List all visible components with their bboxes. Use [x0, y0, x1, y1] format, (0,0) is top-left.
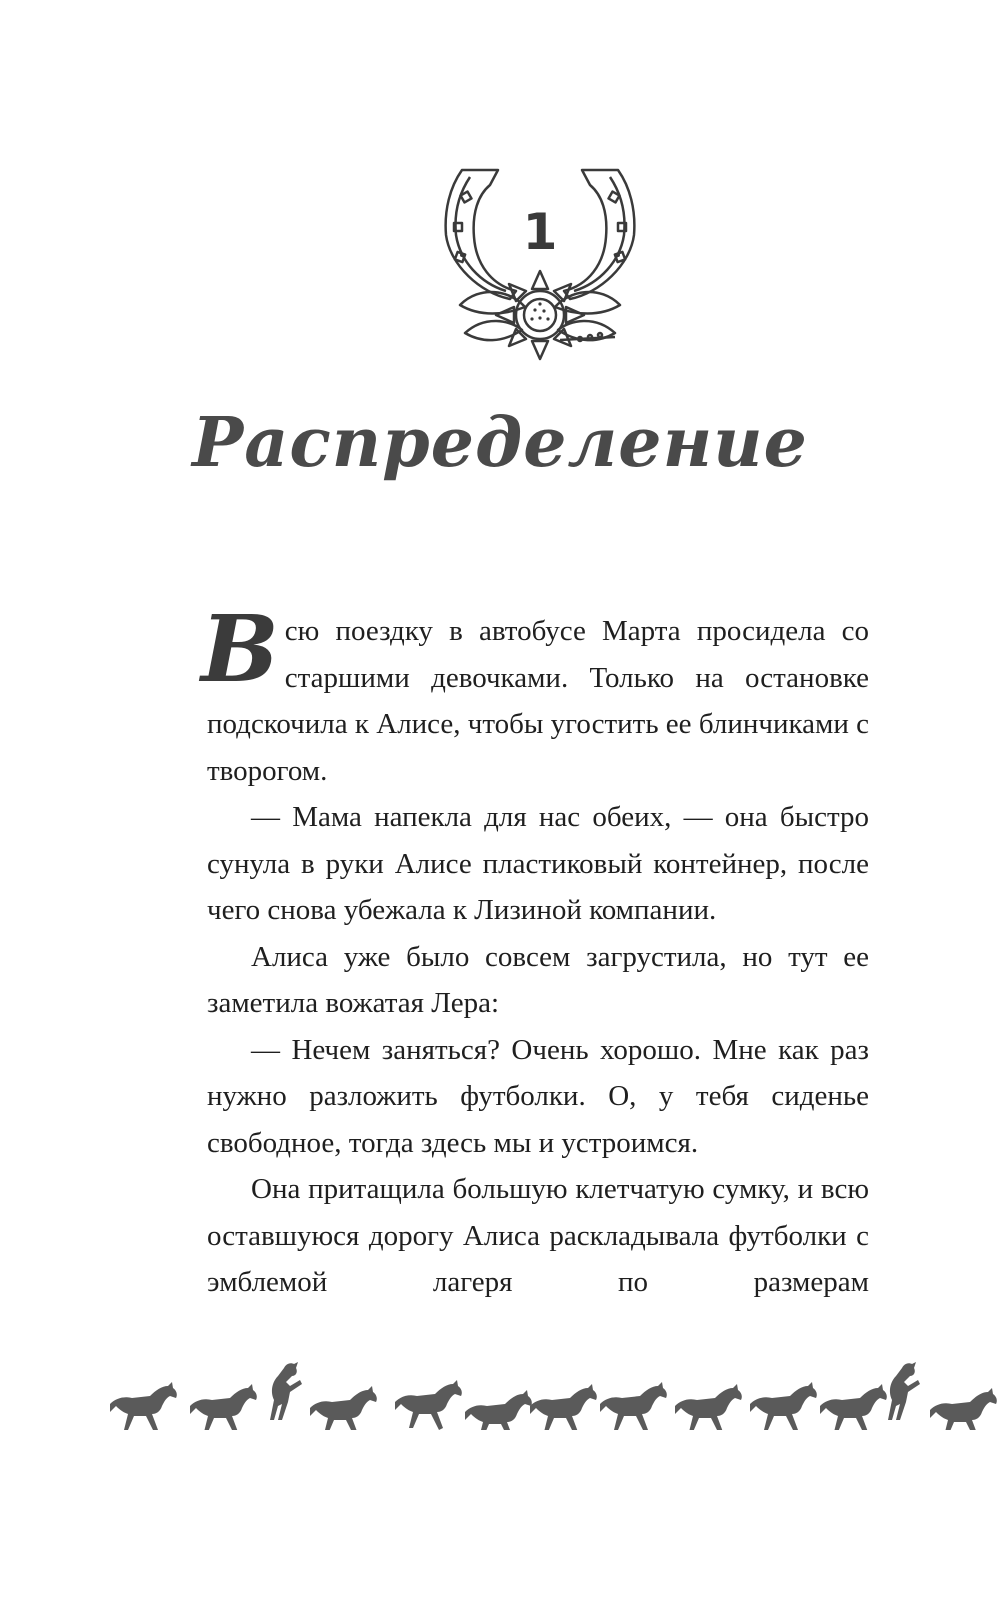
running-horses-border-icon: [110, 1360, 1000, 1430]
paragraph-2: — Мама напекла для нас обеих, — она быстро сунула в руки Алисе пластиковый контейнер, после чего снова убежала к Лизиной компании.: [207, 801, 869, 926]
paragraph-4: — Нечем заняться? Очень хорошо. Мне как раз нужно разложить футболки. О, у тебя сиденье свободное, тогда здесь мы и устроимся.: [207, 1033, 869, 1159]
paragraph-5: Она притащила большую клетчатую сумку, и всю оставшуюся дорогу Алиса раскладывала футболки с эмблемой лагеря по размерам: [207, 1173, 869, 1298]
horses-border: [110, 1360, 1000, 1430]
horseshoe-sunflower-icon: [440, 165, 640, 370]
chapter-title: Распределение: [192, 403, 808, 483]
chapter-emblem: [440, 165, 640, 370]
body-text: [201, 595, 869, 1306]
chapter-number: 1: [522, 203, 558, 261]
paragraph-3: Алиса уже было совсем загрустила, но тут ее заметила вожатая Лера:: [207, 940, 869, 1019]
paragraph-1: Всю поездку в автобусе Марта просидела со старшими девочками. Только на остановке подскочила к Алисе, чтобы угостить ее блинчиками с творогом.: [201, 595, 869, 787]
drop-cap: В: [201, 595, 279, 703]
